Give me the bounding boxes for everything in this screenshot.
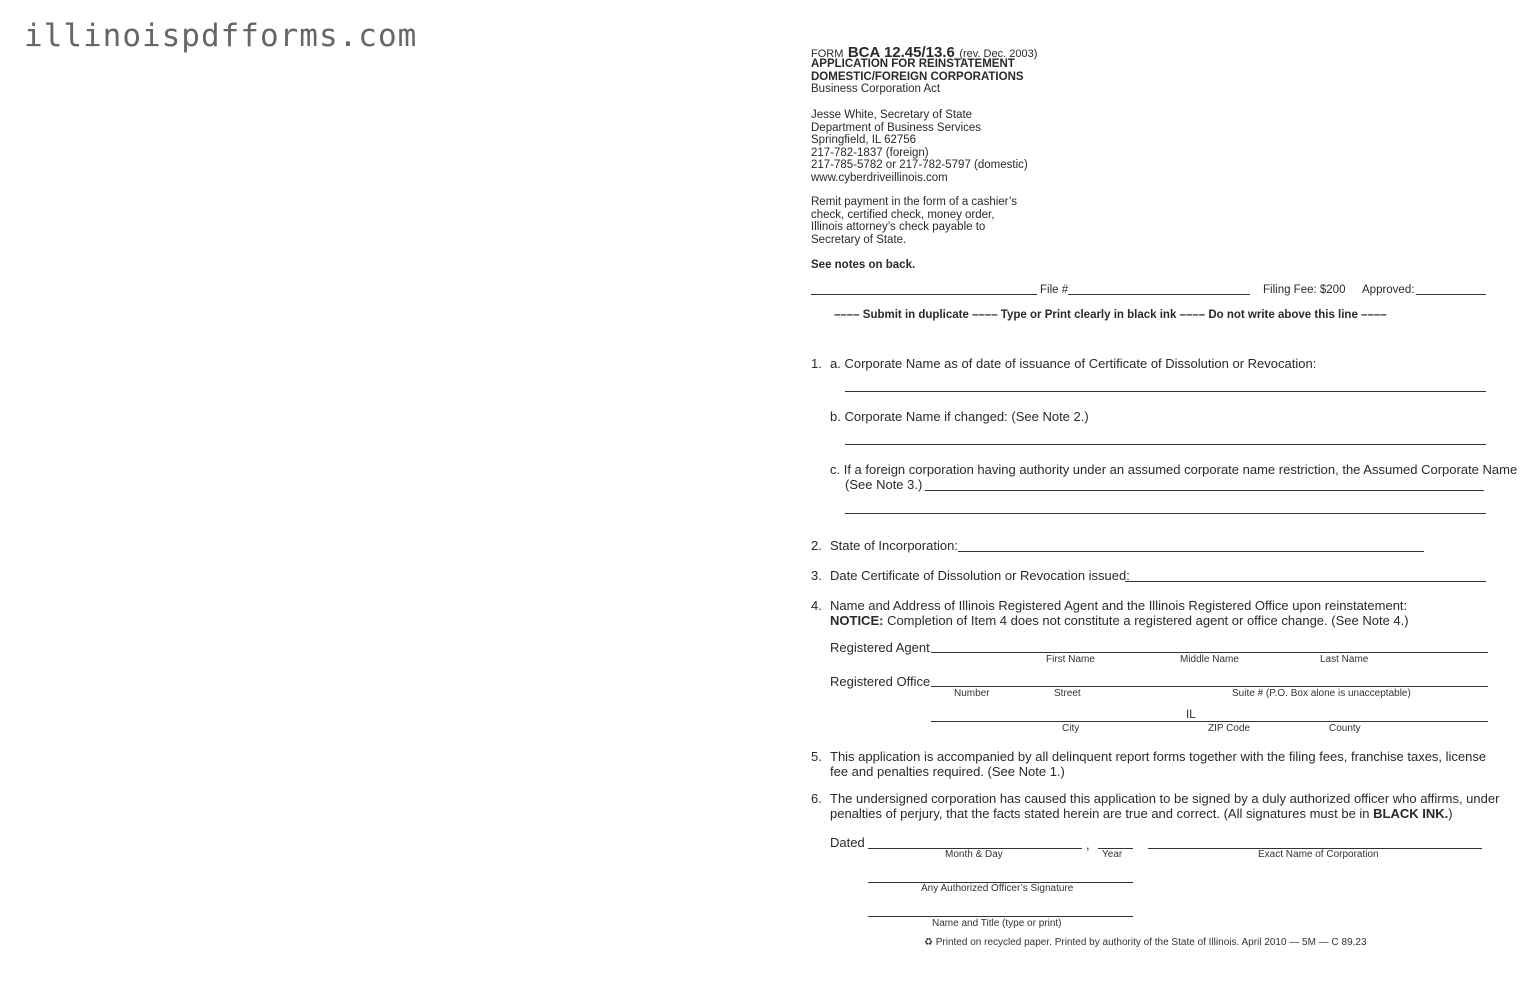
address-line: Springfield, IL 62756 — [811, 134, 917, 146]
first-name-caption: First Name — [1046, 654, 1095, 665]
registered-office-label: Registered Office — [830, 674, 931, 689]
item-6-text: penalties of perjury, that the facts stated herein are true and correct. (All signatures must be in — [830, 806, 1374, 821]
item-1c-note: (See Note 3.) — [845, 477, 923, 492]
suite-caption: Suite # (P.O. Box alone is unacceptable) — [1232, 688, 1411, 699]
item-number: 2. — [811, 538, 822, 553]
notice-label: NOTICE: — [830, 613, 884, 628]
address-line: Jesse White, Secretary of State — [811, 109, 973, 121]
address-line: 217-785-5782 or 217-782-5797 (domestic) — [811, 159, 1028, 171]
number-caption: Number — [954, 688, 990, 699]
approved-field[interactable] — [1416, 294, 1486, 295]
file-number-label: File # — [1040, 284, 1069, 296]
certificate-date-field[interactable] — [1125, 581, 1486, 582]
registered-agent-label: Registered Agent — [830, 640, 930, 655]
city-zip-county-field[interactable] — [931, 721, 1488, 722]
city-caption: City — [1062, 723, 1080, 734]
item-number: 3. — [811, 568, 822, 583]
filing-fee-label: Filing Fee: $200 — [1263, 284, 1346, 296]
form-title-1: APPLICATION FOR REINSTATEMENT — [811, 58, 1015, 70]
remit-line: check, certified check, money order, — [811, 208, 995, 221]
item-number: 6. — [811, 791, 822, 806]
registered-agent-field[interactable] — [931, 652, 1488, 653]
zip-caption: ZIP Code — [1208, 723, 1251, 734]
item-3-label: Date Certificate of Dissolution or Revocation issued: — [830, 568, 1130, 583]
street-caption: Street — [1054, 688, 1081, 699]
month-day-caption: Month & Day — [945, 849, 1003, 860]
notice-text: Completion of Item 4 does not constitute a registered agent or office change. (See Note 4.) — [883, 613, 1409, 628]
item-2-label: State of Incorporation: — [830, 538, 958, 553]
form-revision: (rev. Dec. 2003) — [959, 48, 1038, 60]
remit-line: Secretary of State. — [811, 233, 907, 246]
office-blank-line[interactable] — [811, 294, 1037, 295]
corporate-name-field[interactable] — [845, 391, 1486, 392]
act-name: Business Corporation Act — [811, 83, 941, 95]
last-name-caption: Last Name — [1320, 654, 1369, 665]
item-5-line-1: This application is accompanied by all delinquent report forms together with the filing fees, franchise taxes, license — [830, 749, 1487, 764]
form-number: BCA 12.45/13.6 — [847, 44, 955, 61]
assumed-name-field[interactable] — [925, 490, 1484, 491]
item-4-label: Name and Address of Illinois Registered Agent and the Illinois Registered Office upon reinstatement: — [830, 598, 1408, 613]
approved-label: Approved: — [1362, 284, 1415, 296]
item-number: 4. — [811, 598, 822, 613]
comma: , — [1086, 837, 1090, 852]
address-line: Department of Business Services — [811, 121, 982, 134]
item-5-line-2: fee and penalties required. (See Note 1.) — [830, 764, 1065, 779]
exact-name-caption: Exact Name of Corporation — [1258, 849, 1379, 860]
changed-name-field[interactable] — [845, 444, 1486, 445]
submit-banner: –––– Submit in duplicate –––– Type or Print clearly in black ink –––– Do not write above this line –––– — [834, 309, 1387, 321]
watermark-site-name: illinoispdfforms.com — [24, 18, 418, 54]
middle-name-caption: Middle Name — [1180, 654, 1239, 665]
state-il: IL — [1186, 709, 1196, 721]
item-4-notice-line — [830, 613, 1409, 628]
registered-office-field[interactable] — [931, 686, 1488, 687]
name-title-field[interactable] — [868, 916, 1133, 917]
assumed-name-field-2[interactable] — [845, 513, 1486, 514]
item-1c-label: c. If a foreign corporation having authority under an assumed corporate name restriction, the Assumed Corporate Name — [830, 462, 1518, 477]
footer-recycled: ♻ Printed on recycled paper. Printed by authority of the State of Illinois. April 2010 — 5M — C 89.23 — [924, 937, 1367, 948]
remit-line: Remit payment in the form of a cashier’s — [811, 196, 1018, 208]
name-title-caption: Name and Title (type or print) — [932, 918, 1062, 929]
item-number: 1. — [811, 356, 822, 371]
form-prefix: FORM — [811, 48, 844, 60]
item-6-line-1: The undersigned corporation has caused this application to be signed by a duly authorized officer who affirms, under — [830, 791, 1500, 806]
item-1b-label: b. Corporate Name if changed: (See Note 2.) — [830, 409, 1089, 424]
item-6-close: ) — [1448, 806, 1453, 821]
address-line: 217-782-1837 (foreign) — [811, 146, 929, 159]
item-6-line-2 — [830, 806, 1453, 821]
remit-line: Illinois attorney’s check payable to — [811, 221, 986, 233]
dated-label: Dated — [830, 835, 865, 850]
item-number: 5. — [811, 749, 822, 764]
website-link[interactable]: www.cyberdriveillinois.com — [811, 171, 948, 184]
year-caption: Year — [1102, 849, 1123, 860]
signature-caption: Any Authorized Officer’s Signature — [921, 883, 1074, 894]
form-title-2: DOMESTIC/FOREIGN CORPORATIONS — [811, 71, 1024, 83]
state-of-incorporation-field[interactable] — [958, 551, 1424, 552]
item-1a-label: a. Corporate Name as of date of issuance of Certificate of Dissolution or Revocation: — [830, 356, 1317, 371]
county-caption: County — [1329, 723, 1361, 734]
black-ink-text: BLACK INK. — [1373, 806, 1449, 821]
see-notes: See notes on back. — [811, 259, 916, 271]
file-number-field[interactable] — [1068, 294, 1250, 295]
